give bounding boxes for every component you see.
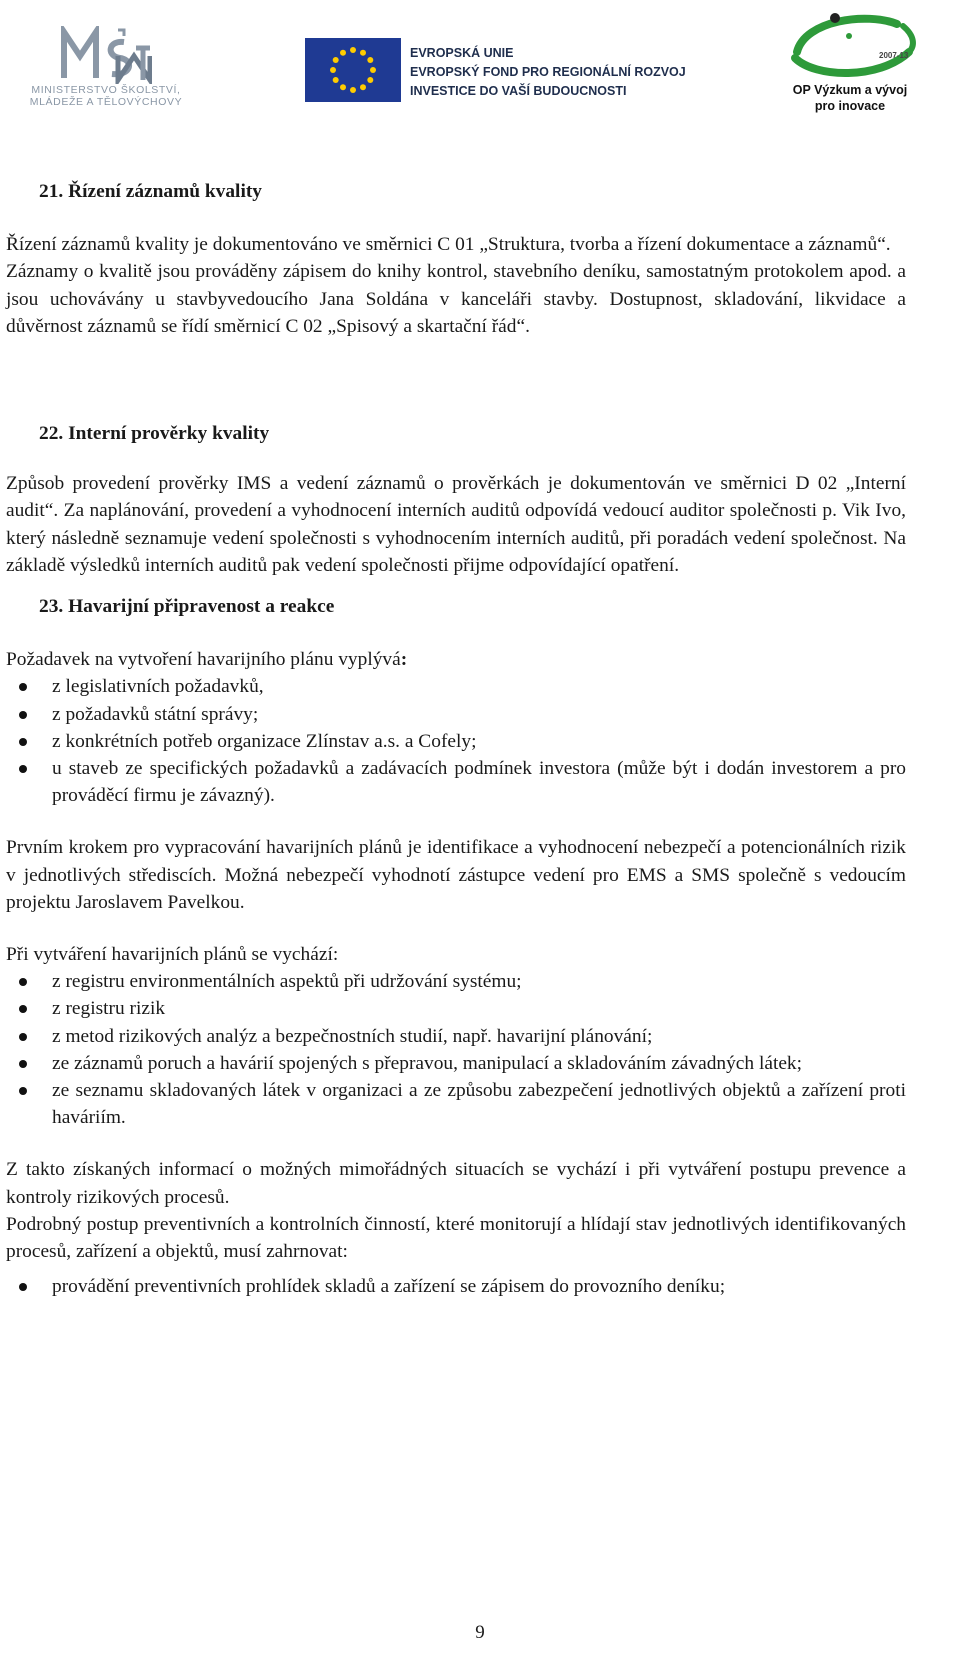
op-vyzkum-logo	[775, 8, 925, 123]
s22-sentence-4: Na základě výsledků interních auditů pak vedení společnosti přijme odpovídající opatření.	[6, 527, 906, 576]
list-item: u staveb ze specifických požadavků a zadávacích podmínek investora (může být i dodán investorem a pro prováděcí firmu je závazný).	[6, 755, 906, 809]
section-22-heading: 22. Interní prověrky kvality	[39, 423, 270, 445]
op-vyzkum-swoosh-icon	[775, 8, 925, 82]
section-23-intro	[6, 646, 906, 673]
s22-sentence-3: Vik Ivo, který následně seznamuje vedení společnosti s vyhodnocením interních auditů, při poradách vedení společnost.	[6, 500, 906, 549]
list-item: z legislativních požadavků,	[6, 673, 906, 700]
eu-text	[410, 44, 686, 101]
section-23-paragraph-prevention: Z takto získaných informací o možných mimořádných situacích se vychází i při vytváření postupu prevence a kontroly rizikových procesů.	[6, 1159, 906, 1208]
s23-p2-sentence-2: Možná nebezpečí vyhodnotí zástupce vedení pro EMS a SMS společně s vedoucím projektu Jaroslavem Pavelkou.	[6, 864, 906, 913]
eu-flag-icon	[305, 38, 401, 102]
requirements-list	[6, 673, 906, 809]
list-item: ze seznamu skladovaných látek v organizaci a ze způsobu zabezpečení jednotlivých objektů a zařízení proti haváriím.	[6, 1077, 906, 1131]
eu-line-1: EVROPSKÁ UNIE	[410, 46, 514, 60]
op-text	[775, 82, 925, 114]
s21-sentence-2: Záznamy o kvalitě jsou prováděny zápisem do knihy kontrol, stavebního deníku, samostatným protokolem apod. a jsou uchovávány u stavbyvedoucího Jana Soldána v kanceláři stavby.	[6, 261, 906, 310]
msmt-line-2: MLÁDEŽE A TĚLOVÝCHOVY	[29, 96, 183, 108]
list-item: z registru environmentálních aspektů při udržování systému;	[6, 968, 906, 995]
s23-p2-sentence-1: Prvním krokem pro vypracování havarijních plánů je identifikace a vyhodnocení nebezpečí a potencionálních rizik v jednotlivých střediscích.	[6, 837, 906, 886]
section-23-heading: 23. Havarijní připravenost a reakce	[39, 596, 335, 618]
section-21-paragraph	[6, 231, 906, 340]
document-body	[6, 178, 906, 1301]
section-23-paragraph-procedure: Podrobný postup preventivních a kontrolních činností, které monitorují a hlídají stav jednotlivých identifikovaných procesů, zařízení a objektů, musí zahrnovat:	[6, 1213, 906, 1263]
page-number: 9	[475, 1622, 485, 1643]
section-21-heading: 21. Řízení záznamů kvality	[39, 181, 262, 202]
list-item: ze záznamů poruch a havárií spojených s přepravou, manipulací a skladováním závadných látek;	[6, 1050, 906, 1077]
list-item: z registru rizik	[6, 995, 906, 1022]
list-item: z požadavků státní správy;	[6, 701, 906, 728]
msmt-text	[16, 84, 196, 108]
list-item: z konkrétních potřeb organizace Zlínstav a.s. a Cofely;	[6, 728, 906, 755]
eu-line-2: EVROPSKÝ FOND PRO REGIONÁLNÍ ROZVOJ	[410, 65, 686, 79]
list-item: z metod rizikových analýz a bezpečnostních studií, např. havarijní plánování;	[6, 1023, 906, 1050]
s21-sentence-3: Dostupnost, skladování, likvidace a důvěrnost záznamů se řídí směrnicí C 02 „Spisový a skartační řád“.	[6, 288, 906, 337]
op-line-1: OP Výzkum a vývoj	[792, 83, 908, 97]
eu-logo	[305, 38, 685, 106]
s23-intro-colon: :	[400, 649, 408, 671]
section-22-paragraph	[6, 470, 906, 579]
msmt-logo	[16, 26, 196, 121]
op-line-2: pro inovace	[814, 99, 886, 113]
op-badge: 2007-13	[879, 51, 909, 60]
s22-sentence-1: Způsob provedení prověrky IMS a vedení záznamů o prověrkách je dokumentován ve směrnici D 02 „Interní audit“.	[6, 473, 906, 522]
section-23-sources-intro: Při vytváření havarijních plánů se vychází:	[6, 944, 339, 966]
eu-line-3: INVESTICE DO VAŠÍ BUDOUCNOSTI	[410, 84, 627, 98]
s21-sentence-1: Řízení záznamů kvality je dokumentováno ve směrnici C 01 „Struktura, tvorba a řízení dokumentace a záznamů“.	[6, 234, 891, 256]
s23-intro-text: Požadavek na vytvoření havarijního plánu vyplývá	[6, 649, 401, 671]
header-logos	[0, 0, 960, 140]
s22-sentence-2: Za naplánování, provedení a vyhodnocení interních auditů odpovídá vedoucí auditor společnosti p.	[63, 500, 837, 522]
msmt-monogram-icon	[60, 26, 152, 84]
list-item: provádění preventivních prohlídek skladů a zařízení se zápisem do provozního deníku;	[6, 1273, 906, 1300]
msmt-line-1: MINISTERSTVO ŠKOLSTVÍ,	[31, 84, 181, 96]
procedure-list	[6, 1273, 906, 1300]
section-23-paragraph-risks	[6, 834, 906, 916]
sources-list	[6, 968, 906, 1131]
